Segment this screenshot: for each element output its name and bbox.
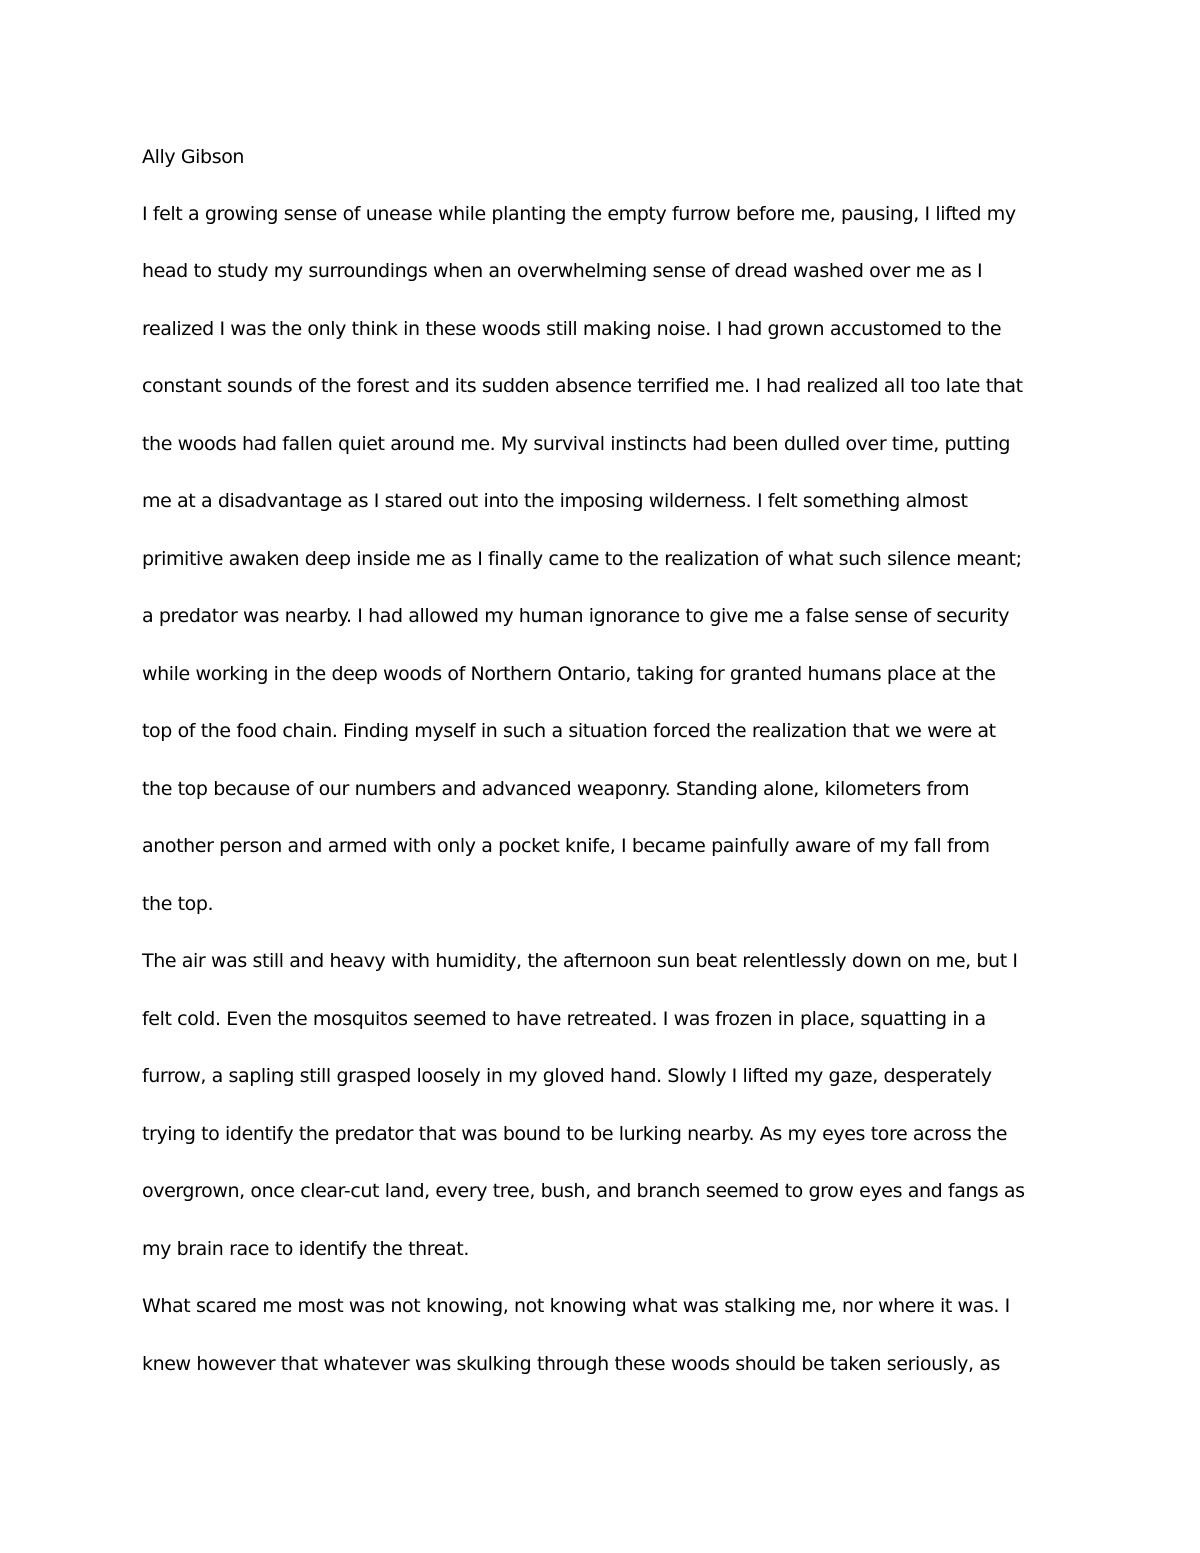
text-line: while working in the deep woods of Northern Ontario, taking for granted humans place at the: [142, 663, 996, 685]
text-line: furrow, a sapling still grasped loosely in my gloved hand. Slowly I lifted my gaze, desperately: [142, 1065, 992, 1087]
text-line: another person and armed with only a pocket knife, I became painfully aware of my fall from: [142, 835, 990, 857]
text-line: The air was still and heavy with humidity, the afternoon sun beat relentlessly down on me, but I: [142, 950, 1018, 972]
text-line: primitive awaken deep inside me as I finally came to the realization of what such silence meant;: [142, 548, 1022, 570]
author-name: Ally Gibson: [142, 146, 245, 168]
text-line: trying to identify the predator that was bound to be lurking nearby. As my eyes tore across the: [142, 1123, 1008, 1145]
text-line: head to study my surroundings when an overwhelming sense of dread washed over me as I: [142, 260, 983, 282]
text-line: the top.: [142, 893, 214, 915]
text-line: the woods had fallen quiet around me. My survival instincts had been dulled over time, putting: [142, 433, 1011, 455]
text-line: felt cold. Even the mosquitos seemed to have retreated. I was frozen in place, squatting in a: [142, 1008, 986, 1030]
text-line: a predator was nearby. I had allowed my human ignorance to give me a false sense of security: [142, 605, 1010, 627]
text-line: What scared me most was not knowing, not knowing what was stalking me, nor where it was. I: [142, 1295, 1010, 1317]
text-line: my brain race to identify the threat.: [142, 1238, 469, 1260]
text-line: overgrown, once clear-cut land, every tree, bush, and branch seemed to grow eyes and fangs as: [142, 1180, 1025, 1202]
text-line: constant sounds of the forest and its sudden absence terrified me. I had realized all too late that: [142, 375, 1023, 397]
text-line: knew however that whatever was skulking through these woods should be taken seriously, as: [142, 1353, 1000, 1375]
text-line: me at a disadvantage as I stared out into the imposing wilderness. I felt something almost: [142, 490, 968, 512]
text-line: I felt a growing sense of unease while planting the empty furrow before me, pausing, I lifted my: [142, 203, 1016, 225]
text-line: realized I was the only think in these woods still making noise. I had grown accustomed to the: [142, 318, 1002, 340]
text-line: top of the food chain. Finding myself in such a situation forced the realization that we were at: [142, 720, 996, 742]
text-line: the top because of our numbers and advanced weaponry. Standing alone, kilometers from: [142, 778, 970, 800]
